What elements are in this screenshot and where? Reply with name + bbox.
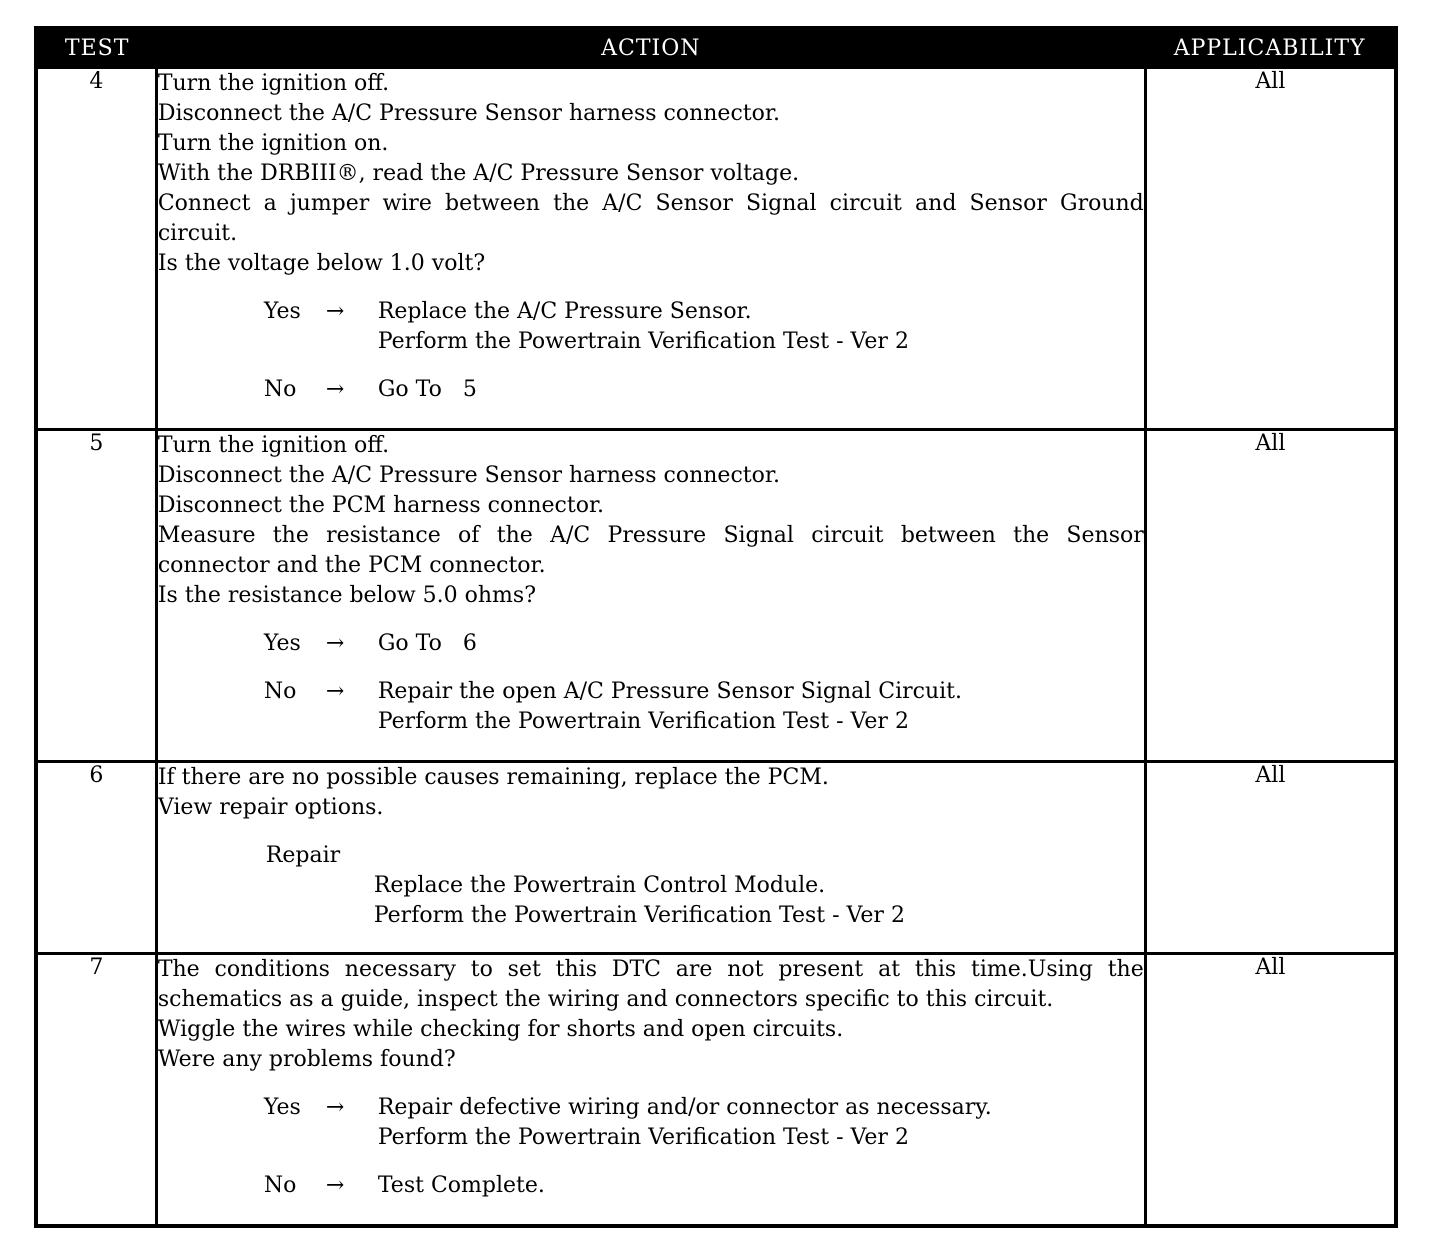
no-option <box>158 677 1144 737</box>
option-key: No <box>263 1173 297 1198</box>
yes-option <box>158 629 1144 659</box>
action-line: View repair options. <box>157 795 384 820</box>
action-line: Disconnect the A/C Pressure Sensor harness connector. <box>157 463 780 488</box>
table-body <box>36 68 1396 1226</box>
repair-label: Repair <box>265 843 341 868</box>
arrow-icon: → <box>325 631 345 656</box>
yes-option <box>158 297 1144 357</box>
arrow-icon: → <box>325 299 345 324</box>
action-line: Is the voltage below 1.0 volt? <box>157 251 486 276</box>
option-key: Yes <box>263 1095 301 1120</box>
repair-line: Replace the Powertrain Control Module. <box>373 873 826 898</box>
option-line: Repair defective wiring and/or connector as necessary. <box>377 1095 992 1120</box>
header-test: TEST <box>36 28 156 68</box>
action-line: Measure the resistance of the A/C Pressure Signal circuit between the Sensor connector and the PCM connector. <box>157 523 1144 578</box>
action-cell <box>156 762 1145 954</box>
option-line: Perform the Powertrain Verification Test - Ver 2 <box>377 329 909 354</box>
action-cell <box>156 68 1145 430</box>
option-line: Go To 5 <box>377 377 477 402</box>
option-line: Perform the Powertrain Verification Test - Ver 2 <box>377 709 909 734</box>
action-cell <box>156 430 1145 762</box>
action-line: Disconnect the PCM harness connector. <box>157 493 605 518</box>
yes-option <box>158 1093 1144 1153</box>
action-cell <box>156 954 1145 1226</box>
arrow-icon: → <box>325 1095 345 1120</box>
option-key: No <box>263 679 297 704</box>
test-number: 6 <box>36 762 156 954</box>
action-line: Turn the ignition off. <box>157 71 390 96</box>
option-key: Yes <box>263 631 301 656</box>
table-row <box>36 762 1396 954</box>
applicability-value: All <box>1145 68 1396 430</box>
option-key: Yes <box>263 299 301 324</box>
option-line: Test Complete. <box>377 1173 545 1198</box>
header-action: ACTION <box>156 28 1145 68</box>
applicability-value: All <box>1145 430 1396 762</box>
diagnostic-test-table <box>34 26 1398 1228</box>
action-line: With the DRBIII®, read the A/C Pressure Sensor voltage. <box>157 161 800 186</box>
action-line: Turn the ignition off. <box>157 433 390 458</box>
no-option <box>158 375 1144 405</box>
option-line: Replace the A/C Pressure Sensor. <box>377 299 752 324</box>
option-line: Repair the open A/C Pressure Sensor Signal Circuit. <box>377 679 963 704</box>
table-row <box>36 430 1396 762</box>
action-line: Connect a jumper wire between the A/C Sensor Signal circuit and Sensor Ground circuit. <box>157 191 1144 246</box>
test-number: 7 <box>36 954 156 1226</box>
table-row <box>36 68 1396 430</box>
option-key: No <box>263 377 297 402</box>
arrow-icon: → <box>325 377 345 402</box>
header-applicability: APPLICABILITY <box>1145 28 1396 68</box>
table-row <box>36 954 1396 1226</box>
option-line: Go To 6 <box>377 631 477 656</box>
header-row <box>36 28 1396 68</box>
action-line: The conditions necessary to set this DTC are not present at this time.Using the schematics as a guide, inspect the wiring and connectors specific to this circuit. <box>157 957 1144 1012</box>
action-line: If there are no possible causes remaining, replace the PCM. <box>157 765 829 790</box>
action-line: Wiggle the wires while checking for shorts and open circuits. <box>157 1017 844 1042</box>
applicability-value: All <box>1145 762 1396 954</box>
action-line: Disconnect the A/C Pressure Sensor harness connector. <box>157 101 780 126</box>
action-line: Were any problems found? <box>157 1047 456 1072</box>
arrow-icon: → <box>325 1173 345 1198</box>
arrow-icon: → <box>325 679 345 704</box>
action-line: Turn the ignition on. <box>157 131 389 156</box>
repair-line: Perform the Powertrain Verification Test - Ver 2 <box>373 903 905 928</box>
no-option <box>158 1171 1144 1201</box>
test-number: 4 <box>36 68 156 430</box>
applicability-value: All <box>1145 954 1396 1226</box>
test-number: 5 <box>36 430 156 762</box>
option-line: Perform the Powertrain Verification Test - Ver 2 <box>377 1125 909 1150</box>
action-line: Is the resistance below 5.0 ohms? <box>157 583 537 608</box>
